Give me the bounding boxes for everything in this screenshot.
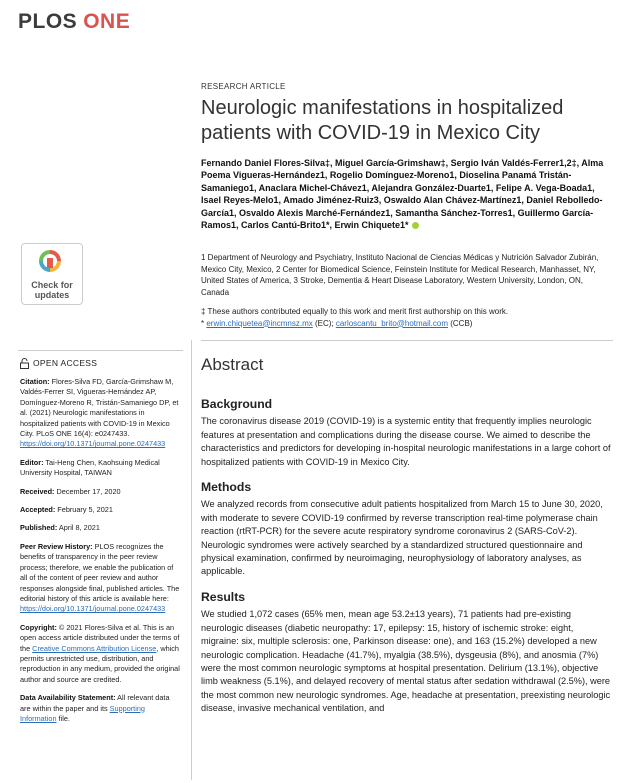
badge-line-1: Check for: [31, 280, 73, 290]
check-updates-text: [22, 280, 82, 300]
supporting-information-link[interactable]: Supporting Information: [20, 703, 145, 723]
data-availability-text-a: All relevant data are within the paper and its: [20, 693, 170, 713]
column-divider: [191, 340, 192, 780]
received-date: [20, 487, 180, 497]
article-type-label: RESEARCH ARTICLE: [201, 82, 286, 91]
peer-review-label: Peer Review History:: [20, 541, 93, 551]
sidebar-divider: [18, 350, 183, 351]
published-label: Published:: [20, 523, 58, 533]
copyright-text-b: , which permits unrestricted use, distribution, and reproduction in any medium, provided the original author and source are credited.: [20, 643, 180, 684]
copyright: [20, 623, 180, 685]
open-access-text: OPEN ACCESS: [33, 358, 98, 369]
logo-one: ONE: [83, 10, 131, 33]
citation-text: Flores-Silva FD, García-Grimshaw M, Valdés-Ferrer SI, Vigueras-Hernández AP, Domínguez-Moreno R, Tristán-Samaniego DP, et al. (2021) Neurologic manifestations in hospitalized patients with COVID-19 in Mexico City. PLoS ONE 16(4): e0247433.: [20, 377, 179, 439]
section-text-results: We studied 1,072 cases (65% men, mean age 53.2±13 years), 71 patients had pre-existing neurologic diseases (diabetic neuropathy: 17, epilepsy: 15, history of ischemic stroke: eight, migraine: six, multiple sclerosis: one, Parkinson disease: one), and 163 (15.2%) developed a new neurologic complication. Headache (41.7%), myalgia (38.5%), dysgeusia (8%), and anosmia (7%) were the most common neurologic symptoms at hospital presentation. Delirium (13.1%), objective limb weakness (5.1%), and delayed recovery of mental status after sedation withdrawal (2.5%), were the most common new neurologic syndromes. Age, headache at presentation, preexisting neurologic disease, invasive mechanical ventilation, and: [201, 609, 611, 714]
section-heading-methods: Methods: [201, 480, 252, 495]
section-text-methods: We analyzed records from consecutive adult patients hospitalized from March 15 to June 30, 2020, with moderate to severe COVID-19 confirmed by reverse transcription real-time polymerase chain reaction (rtRT-PCR) for the severe acute respiratory syndrome coronavirus 2 (SARS-CoV-2). Neurologic syndromes were actively searched by a standardized structured questionnaire and physical examination, confirmed by neuroimaging, neurophysiology of laboratory analyses, as applicable.: [201, 499, 603, 577]
data-availability: [20, 693, 180, 724]
accepted-date: [20, 505, 180, 515]
peer-review-history: [20, 542, 180, 615]
author-notes: [201, 306, 606, 329]
email-link-ec[interactable]: erwin.chiqueteа@incmnsz.mx: [206, 318, 313, 328]
peer-review-text: PLOS recognizes the benefits of transparency in the peer review process; therefore, we enable the publication of all of the content of peer review and author responses alongside final, published articles. The editorial history of this article is available here:: [20, 541, 180, 603]
check-for-updates-badge[interactable]: [21, 243, 83, 305]
open-access-label: [20, 358, 180, 369]
citation: [20, 377, 180, 450]
received-text: December 17, 2020: [54, 486, 121, 496]
email-link-ccb[interactable]: carloscantu_brito@hotmail.com: [335, 318, 449, 328]
peer-review-link[interactable]: https://doi.org/10.1371/journal.pone.0247433: [20, 604, 166, 614]
section-heading-background: Background: [201, 397, 273, 411]
abstract-body: [201, 398, 613, 728]
editor: [20, 458, 180, 479]
data-availability-label: Data Availability Statement:: [20, 693, 116, 703]
section-heading-results: Results: [201, 589, 246, 604]
badge-line-2: updates: [34, 290, 70, 300]
published-text: April 8, 2021: [57, 523, 100, 533]
citation-label: Citation:: [20, 377, 50, 386]
received-label: Received:: [20, 486, 55, 496]
equal-contribution-note: ‡ These authors contributed equally to this work and merit first authorship on this work.: [201, 307, 509, 316]
journal-logo[interactable]: [18, 10, 130, 34]
logo-plos: PLOS: [18, 10, 78, 33]
correspondence: * erwin.chiqueteа@incmnsz.mx (EC); carloscantu_brito@hotmail.com (CCB): [201, 318, 473, 328]
published-date: [20, 523, 180, 533]
author-list-text: Fernando Daniel Flores-Silva‡, Miguel García-Grimshaw‡, Sergio Iván Valdés-Ferrer1,2‡, Alma Poema Vigueras-Hernández1, Rogelio Domínguez-Moreno1, Dioselina Panamá Tristán-Samaniego1, Anaclara Michel-Chávez1, Alejandra González-Duarte1, Felipe A. Vega-Boada1, Isael Reyes-Melo1, Amado Jiménez-Ruiz3, Oswaldo Alan Chávez-Martínez1, Daniel Rebolledo-García1, Osvaldo Alexis Marché-Fernández1, Samantha Sánchez-Torres1, Guillermo García-Ramos1, Carlos Cantú-Brito1*, Erwin Chiquete1*: [201, 158, 604, 231]
editor-label: Editor:: [20, 457, 44, 467]
orcid-icon[interactable]: [412, 222, 419, 229]
open-lock-icon: [20, 358, 29, 369]
email-separator: (EC);: [312, 318, 336, 328]
check-updates-icon: [39, 250, 61, 272]
article-sidebar: [20, 358, 180, 732]
copyright-text-a: © 2021 Flores-Silva et al. This is an open access article distributed under the terms of the: [20, 622, 180, 653]
copyright-label: Copyright:: [20, 622, 57, 632]
editor-text: Tai-Heng Chen, Kaohsuing Medical University Hospital, TAIWAN: [20, 457, 160, 478]
affiliations: 1 Department of Neurology and Psychiatry, Instituto Nacional de Ciencias Médicas y Nutrición Salvador Zubirán, Mexico City, Mexico, 2 Center for Biomedical Science, Feinstein Institute for Medical Research, Manhasset, NY, United States of America, 3 Stroke, Dementia & Heart Disease Laboratory, Western University, London, ON, Canada: [201, 253, 599, 297]
email-end: (CCB): [448, 318, 473, 328]
accepted-text: February 5, 2021: [55, 505, 113, 515]
article-title: Neurologic manifestations in hospitalized patients with COVID-19 in Mexico City: [201, 97, 564, 144]
accepted-label: Accepted:: [20, 505, 56, 515]
abstract-divider: [201, 340, 613, 341]
section-text-background: The coronavirus disease 2019 (COVID-19) is a systemic entity that frequently implies neurologic features at presentation and complications during the disease course. We aimed to describe the characteristics and predictors for developing in-hospital neurologic manifestations in a large cohort of hospitalized patients with COVID-19 in Mexico City.: [201, 416, 611, 467]
citation-doi-link[interactable]: https://doi.org/10.1371/journal.pone.0247433: [20, 439, 166, 449]
abstract-heading: Abstract: [201, 355, 264, 374]
license-link[interactable]: Creative Commons Attribution License: [32, 643, 157, 653]
data-availability-text-b: file.: [56, 713, 70, 723]
author-list: [201, 157, 611, 231]
